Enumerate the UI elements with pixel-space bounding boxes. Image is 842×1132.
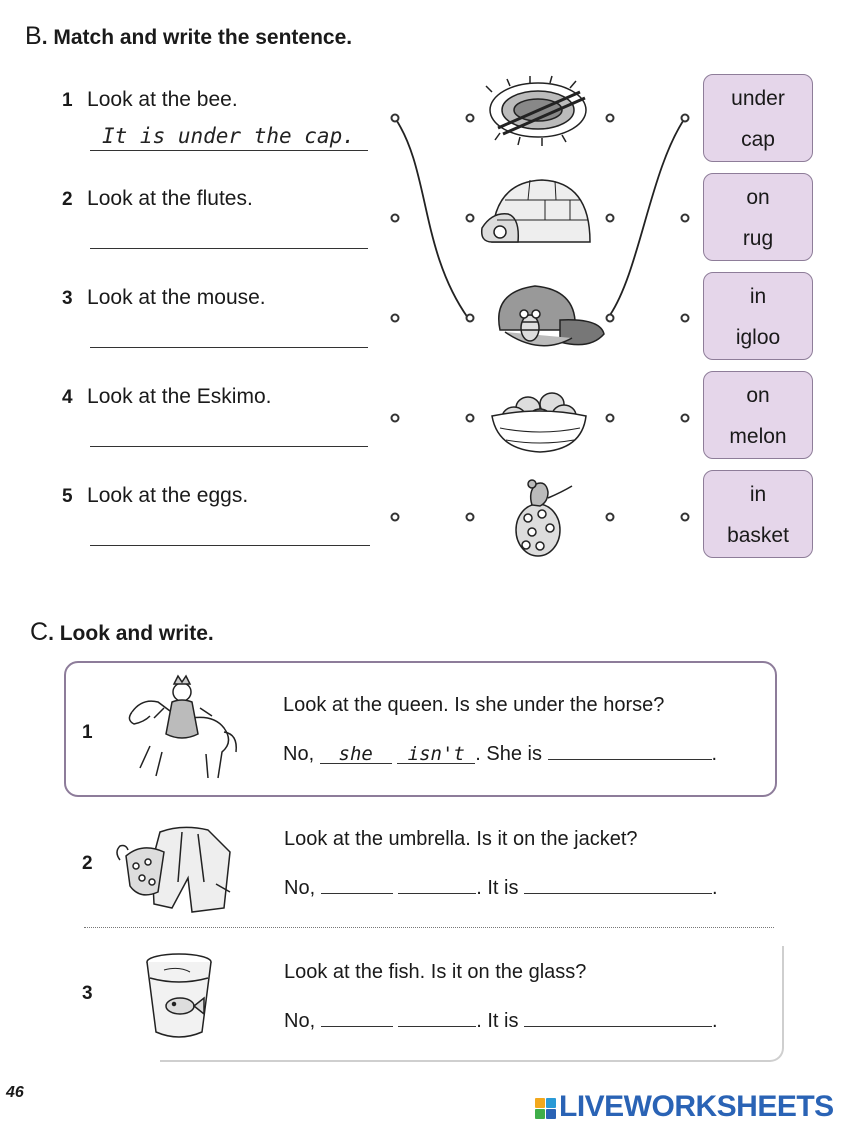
liveworksheets-logo: LIVEWORKSHEETS [535, 1090, 834, 1124]
b-item-4: 4 Look at the Eskimo. [62, 385, 272, 408]
dot-box-2[interactable] [682, 215, 689, 222]
dot-sentence-1[interactable] [392, 115, 399, 122]
dot-picture-left-1[interactable] [467, 115, 474, 122]
dot-box-4[interactable] [682, 415, 689, 422]
dot-sentence-2[interactable] [392, 215, 399, 222]
dot-picture-right-2[interactable] [607, 215, 614, 222]
dot-picture-left-2[interactable] [467, 215, 474, 222]
dot-picture-right-5[interactable] [607, 514, 614, 521]
c-blank-2a[interactable] [321, 873, 393, 894]
dot-picture-left-3[interactable] [467, 315, 474, 322]
c-answer-row-1: No, she isn't . She is . [283, 739, 717, 766]
dot-picture-left-4[interactable] [467, 415, 474, 422]
b-item-1: 1 Look at the bee. [62, 88, 238, 111]
jacket-with-umbrella-icon [112, 822, 242, 914]
section-c-title: C. Look and write. [30, 618, 214, 646]
dot-box-5[interactable] [682, 514, 689, 521]
section-b-title: B. Match and write the sentence. [25, 22, 353, 50]
c-blank-3a[interactable] [321, 1006, 393, 1027]
c-question-3: Look at the fish. Is it on the glass? [284, 961, 587, 983]
c-blank-1a[interactable]: she [320, 743, 392, 764]
queen-on-horse-icon [122, 672, 240, 784]
dot-box-3[interactable] [682, 315, 689, 322]
box-on-melon[interactable]: on melon [703, 371, 813, 459]
c-item-2-number: 2 [82, 853, 93, 874]
c-blank-3c[interactable] [524, 1006, 712, 1027]
c-question-1: Look at the queen. Is she under the horse? [283, 694, 665, 716]
rug-with-flutes-icon [486, 76, 586, 146]
c-blank-1b[interactable]: isn't [397, 743, 475, 764]
cap-with-bee-icon [499, 286, 604, 346]
b-item-3: 3 Look at the mouse. [62, 286, 266, 309]
b-item-2: 2 Look at the flutes. [62, 187, 253, 210]
divider [84, 927, 774, 928]
c-answer-row-2: No, . It is . [284, 873, 718, 900]
c-blank-1c[interactable] [548, 739, 712, 760]
melon-with-mouse-icon [516, 480, 572, 556]
dot-picture-right-1[interactable] [607, 115, 614, 122]
box-on-rug[interactable]: on rug [703, 173, 813, 261]
b-answer-1[interactable]: It is under the cap. [90, 122, 368, 151]
b-item-5: 5 Look at the eggs. [62, 484, 249, 507]
c-blank-2b[interactable] [398, 873, 476, 894]
dot-sentence-4[interactable] [392, 415, 399, 422]
match-line-bee [395, 118, 468, 318]
igloo-icon [482, 180, 590, 242]
basket-of-eggs-icon [492, 393, 586, 452]
dot-sentence-3[interactable] [392, 315, 399, 322]
dot-sentence-5[interactable] [392, 514, 399, 521]
c-answer-row-3: No, . It is . [284, 1006, 718, 1033]
glass-with-fish-icon [134, 948, 224, 1044]
c-item-1-number: 1 [82, 722, 93, 743]
dot-box-1[interactable] [682, 115, 689, 122]
dot-picture-right-4[interactable] [607, 415, 614, 422]
dot-picture-left-5[interactable] [467, 514, 474, 521]
liveworksheets-mark-icon [535, 1098, 556, 1119]
match-line-cap [610, 118, 685, 315]
dot-picture-right-3[interactable] [607, 315, 614, 322]
c-blank-2c[interactable] [524, 873, 712, 894]
c-question-2: Look at the umbrella. Is it on the jacket? [284, 828, 638, 850]
page-number: 46 [6, 1084, 24, 1101]
c-blank-3b[interactable] [398, 1006, 476, 1027]
box-in-basket[interactable]: in basket [703, 470, 813, 558]
c-item-3-number: 3 [82, 983, 93, 1004]
box-in-igloo[interactable]: in igloo [703, 272, 813, 360]
box-under-cap[interactable]: under cap [703, 74, 813, 162]
